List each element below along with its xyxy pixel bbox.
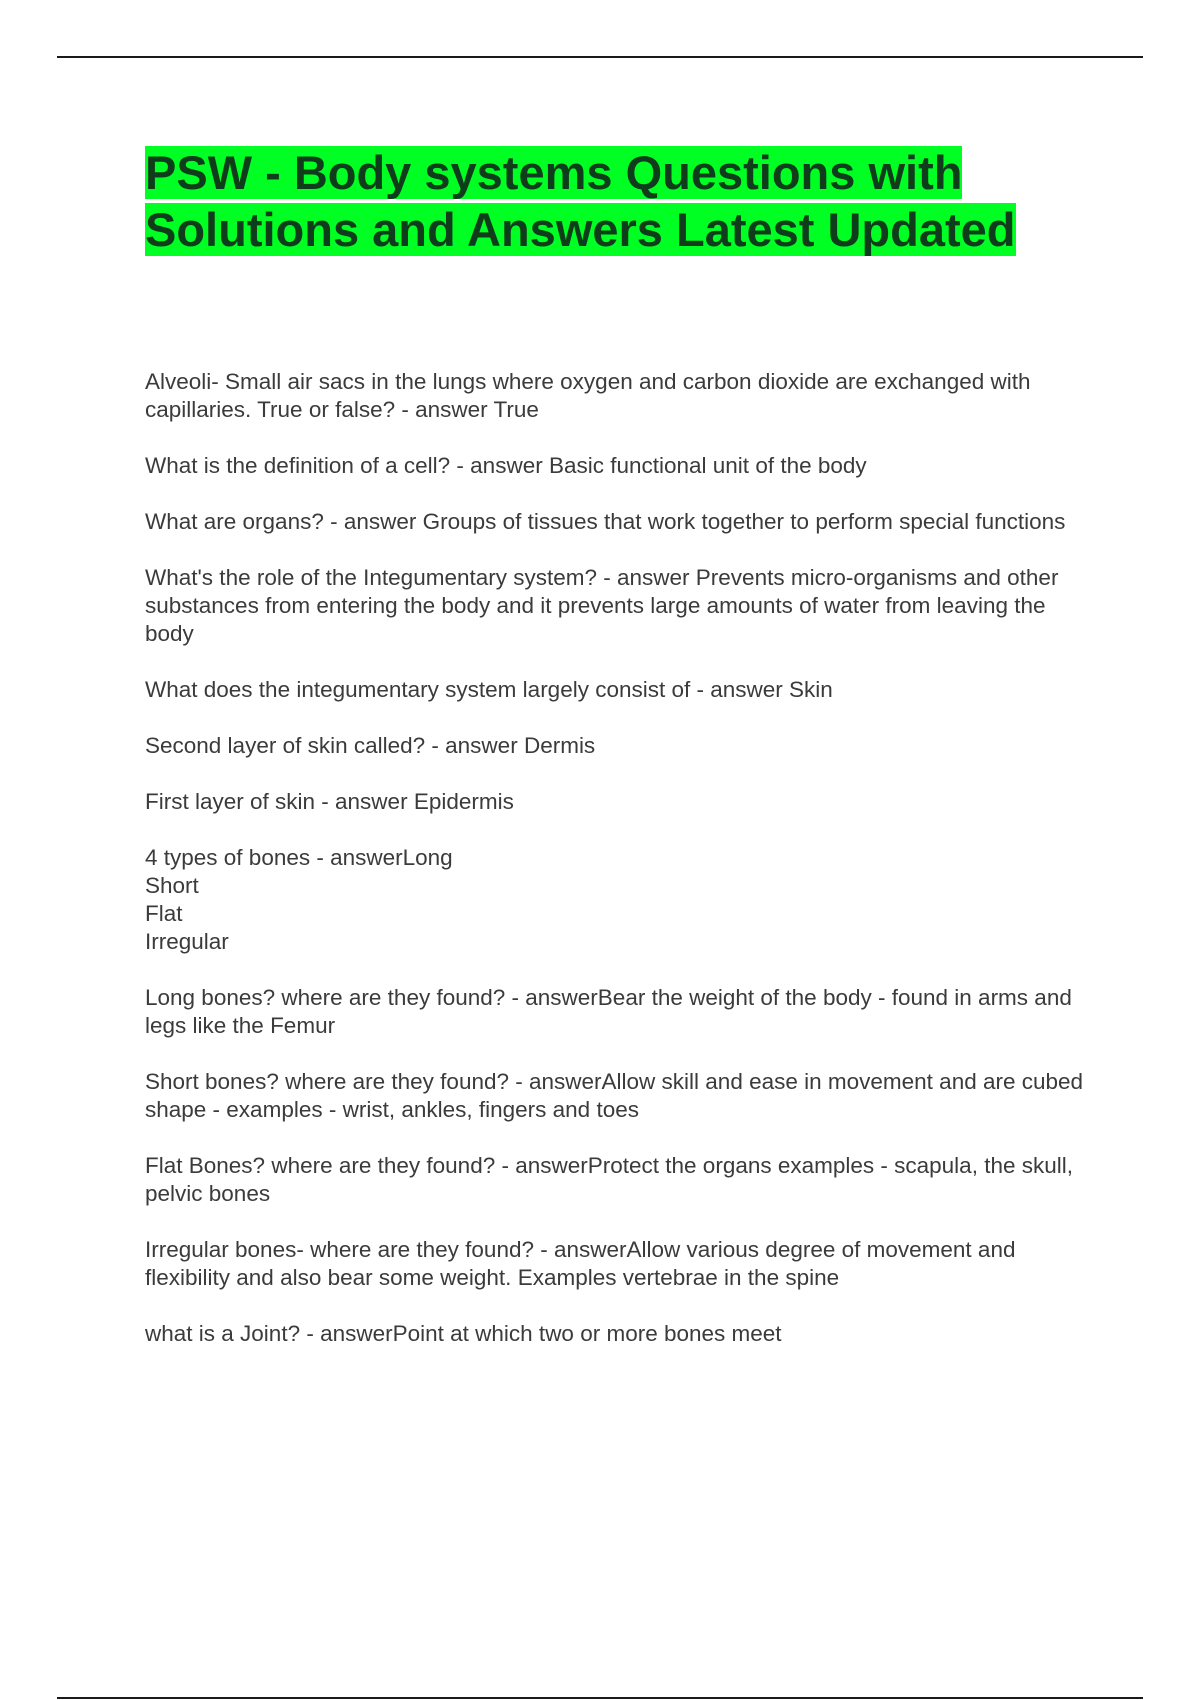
qa-item: What is the definition of a cell? - answer Basic functional unit of the body	[145, 453, 867, 478]
qa-item: First layer of skin - answer Epidermis	[145, 789, 514, 814]
qa-item: Short bones? where are they found? - answerAllow skill and ease in movement and are cubed shape - examples - wrist, ankles, fingers and toes	[145, 1069, 1084, 1122]
title-line-1: PSW - Body systems Questions with	[145, 146, 963, 199]
qa-item: Flat Bones? where are they found? - answerProtect the organs examples - scapula, the skull, pelvic bones	[145, 1153, 1073, 1206]
bottom-rule	[57, 1697, 1143, 1699]
title-line-2: Solutions and Answers Latest Updated	[145, 203, 1016, 256]
qa-item: Second layer of skin called? - answer Dermis	[145, 733, 596, 758]
qa-item: Irregular bones- where are they found? - answerAllow various degree of movement and flexibility and also bear some weight. Examples vertebrae in the spine	[145, 1237, 1016, 1290]
document-title	[145, 144, 1095, 258]
qa-item: 4 types of bones - answerLong Short Flat Irregular	[145, 845, 453, 954]
qa-item: Long bones? where are they found? - answerBear the weight of the body - found in arms and legs like the Femur	[145, 985, 1072, 1038]
qa-item: what is a Joint? - answerPoint at which two or more bones meet	[145, 1321, 782, 1346]
qa-item: Alveoli- Small air sacs in the lungs where oxygen and carbon dioxide are exchanged with capillaries. True or false? - answer True	[145, 369, 1031, 422]
qa-item: What's the role of the Integumentary system? - answer Prevents micro-organisms and other substances from entering the body and it prevents large amounts of water from leaving the body	[145, 565, 1059, 646]
qa-list	[145, 368, 1090, 1376]
qa-item: What does the integumentary system largely consist of - answer Skin	[145, 677, 833, 702]
qa-item: What are organs? - answer Groups of tissues that work together to perform special functions	[145, 509, 1066, 534]
top-rule	[57, 56, 1143, 58]
